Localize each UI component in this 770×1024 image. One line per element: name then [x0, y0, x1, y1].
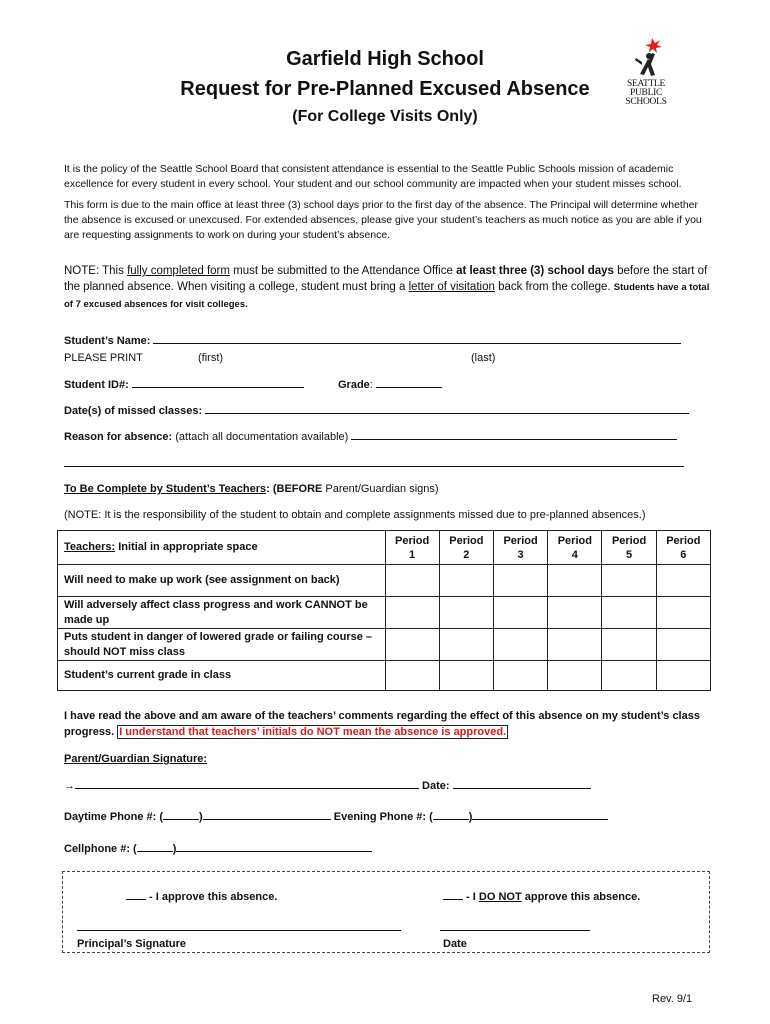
student-name-field[interactable]	[153, 333, 681, 344]
teachers-column-header	[58, 531, 386, 565]
teachers-heading-colon: : (	[266, 483, 277, 495]
note-bold: at least three (3) school days	[456, 265, 614, 277]
parent-signature-row	[64, 778, 591, 793]
due-paragraph: This form is due to the main office at least three (3) school days prior to the first day of the absence. The Principal will determine whether the absence is excused or unexcused. For extended absences, please give your student’s teachers as much notice as you are able if you are requesting assignments to work on during your student’s absence.	[64, 199, 702, 241]
initial-cell[interactable]	[385, 629, 439, 661]
table-row	[58, 597, 711, 629]
daytime-phone-field[interactable]	[203, 809, 331, 820]
initial-cell[interactable]	[439, 661, 493, 691]
deny-label: - I	[463, 891, 479, 903]
missed-dates-label: Date(s) of missed classes:	[64, 405, 206, 417]
period-number: 2	[463, 548, 470, 561]
approve-checkline[interactable]	[126, 889, 146, 900]
period-number: 5	[625, 548, 633, 561]
student-id-field[interactable]	[132, 377, 304, 388]
daytime-phone-label: Daytime Phone #: (	[64, 811, 164, 823]
reason-row	[64, 429, 677, 444]
table-header-row	[58, 531, 711, 565]
reason-field-continued[interactable]	[64, 455, 684, 467]
evening-phone-label: Evening Phone #: (	[330, 811, 433, 823]
approve-label: - I approve this absence.	[146, 891, 278, 903]
note-text: NOTE: This	[64, 265, 128, 277]
initial-cell[interactable]	[602, 565, 656, 597]
school-title: Garfield High School	[286, 48, 484, 70]
principal-date-label: Date	[443, 938, 467, 950]
period-4-header	[548, 531, 602, 565]
period-word: Period	[449, 534, 484, 547]
logo-text-line: SEATTLE	[626, 79, 665, 89]
row-label: Student’s current grade in class	[58, 661, 386, 691]
form-title: Request for Pre-Planned Excused Absence	[180, 78, 590, 100]
initial-instruction: Initial in appropriate space	[115, 541, 258, 553]
cellphone-field[interactable]	[176, 841, 372, 852]
logo-text-line: PUBLIC	[630, 88, 662, 98]
student-name-row	[64, 333, 681, 348]
logo-text-line: SCHOOLS	[625, 97, 667, 107]
period-word: Period	[557, 534, 592, 547]
note-underline: letter of visitation	[408, 281, 495, 293]
period-number: 1	[409, 548, 416, 561]
missed-dates-field[interactable]	[205, 403, 689, 414]
paren-close: )	[199, 811, 203, 823]
initial-cell[interactable]	[548, 629, 602, 661]
period-word: Period	[611, 534, 647, 547]
form-subtitle: (For College Visits Only)	[292, 108, 478, 125]
deny-emphasis: DO NOT	[478, 891, 522, 903]
initial-cell[interactable]	[385, 597, 439, 629]
reason-field[interactable]	[351, 429, 677, 440]
approve-row	[126, 889, 277, 904]
student-id-label: Student ID#:	[64, 379, 132, 391]
note-paragraph	[64, 263, 714, 313]
parent-signature-heading	[64, 752, 207, 766]
parent-date-label: Date:	[419, 780, 453, 792]
phone-row	[64, 809, 608, 824]
reason-label: Reason for absence:	[64, 431, 173, 443]
initial-cell[interactable]	[385, 565, 439, 597]
initial-cell[interactable]	[493, 597, 547, 629]
note-text: must be submitted to the Attendance Office	[229, 265, 457, 277]
table-row	[58, 661, 711, 691]
initial-cell[interactable]	[493, 565, 547, 597]
note-text: before the start of the planned absence. When visiting a college, student must bring a	[64, 265, 708, 293]
evening-phone-field[interactable]	[472, 809, 608, 820]
evening-area-code-field[interactable]	[433, 809, 469, 820]
initial-cell[interactable]	[493, 661, 547, 691]
last-name-hint: (last)	[471, 352, 496, 364]
note-text: back from the college.	[494, 281, 614, 293]
teachers-label: Teachers:	[64, 541, 116, 553]
arrow-icon: →	[64, 780, 75, 792]
period-6-header	[656, 531, 710, 565]
initial-cell[interactable]	[385, 661, 439, 691]
grade-colon: :	[369, 379, 376, 391]
principal-signature-label: Principal’s Signature	[77, 938, 187, 950]
deny-label-tail: approve this absence.	[521, 891, 641, 903]
period-number: 6	[680, 548, 687, 561]
principal-date-field[interactable]	[440, 919, 590, 931]
initial-cell[interactable]	[548, 661, 602, 691]
initial-cell[interactable]	[656, 629, 710, 661]
period-word: Period	[503, 534, 538, 547]
period-2-header	[439, 531, 493, 565]
period-number: 3	[517, 548, 524, 561]
reason-hint: (attach all documentation available)	[172, 431, 352, 443]
cellphone-label: Cellphone #: (	[64, 843, 137, 855]
period-3-header	[493, 531, 547, 565]
initial-cell[interactable]	[656, 565, 710, 597]
student-id-row	[64, 377, 304, 392]
paren-close: )	[468, 811, 473, 823]
parent-acknowledgement	[64, 708, 714, 740]
please-print-label: PLEASE PRINT	[64, 352, 143, 364]
revision-label: Rev. 9/1	[652, 993, 693, 1005]
row-label: Will adversely affect class progress and work CANNOT be made up	[58, 597, 386, 629]
row-label: Will need to make up work (see assignment on back)	[58, 565, 386, 597]
grade-row	[338, 377, 442, 392]
deny-checkline[interactable]	[443, 889, 463, 900]
seattle-public-schools-logo	[622, 34, 670, 114]
initial-cell[interactable]	[602, 661, 656, 691]
initial-cell[interactable]	[548, 597, 602, 629]
parent-date-field[interactable]	[453, 778, 591, 789]
initial-cell[interactable]	[656, 597, 710, 629]
grade-field[interactable]	[376, 377, 442, 388]
parent-signature-label: Parent/Guardian Signature:	[64, 753, 208, 765]
student-name-label: Student’s Name:	[64, 335, 154, 347]
period-word: Period	[395, 534, 430, 547]
approval-disclaimer: I understand that teachers’ initials do NOT mean the absence is approved.	[119, 726, 507, 738]
first-name-hint: (first)	[198, 352, 224, 364]
initial-cell[interactable]	[656, 661, 710, 691]
paren-close: )	[172, 843, 177, 855]
row-label: Puts student in danger of lowered grade or failing course – should NOT miss class	[58, 629, 386, 661]
principal-signature-field[interactable]	[77, 919, 401, 931]
period-number: 4	[571, 548, 578, 561]
teacher-initials-table	[57, 530, 711, 691]
teachers-heading	[64, 482, 439, 496]
period-word: Period	[666, 534, 701, 547]
initial-cell[interactable]	[602, 629, 656, 661]
initial-cell[interactable]	[493, 629, 547, 661]
deny-row	[443, 889, 640, 904]
parent-signature-field[interactable]	[75, 778, 419, 789]
initial-cell[interactable]	[439, 629, 493, 661]
table-row	[58, 565, 711, 597]
teachers-heading-text: To Be Complete by Student’s Teachers	[64, 483, 267, 495]
daytime-area-code-field[interactable]	[163, 809, 199, 820]
initial-cell[interactable]	[439, 565, 493, 597]
acknowledgement-text: I have read the above and am aware of the teachers’ comments regarding the effect of this absence on my student’s class progress.	[64, 710, 700, 738]
period-1-header	[385, 531, 439, 565]
grade-label: Grade	[338, 379, 370, 391]
missed-dates-row	[64, 403, 689, 418]
initial-cell[interactable]	[439, 597, 493, 629]
initial-cell[interactable]	[548, 565, 602, 597]
table-row	[58, 629, 711, 661]
cell-area-code-field[interactable]	[137, 841, 173, 852]
teachers-heading-tail: Parent/Guardian signs)	[322, 483, 439, 495]
cellphone-row	[64, 841, 372, 856]
initial-cell[interactable]	[602, 597, 656, 629]
teachers-heading-before: BEFORE	[276, 483, 323, 495]
note-excused-limit: Students have a total of 7 excused absences for visit colleges.	[64, 282, 710, 310]
note-underline: fully completed form	[127, 265, 230, 277]
policy-paragraph: It is the policy of the Seattle School Board that consistent attendance is essential to the Seattle Public Schools mission of academic excellence for every student in every school. Your student and our school community are impacted when your student misses school.	[64, 163, 682, 190]
torch-figure-icon	[622, 34, 670, 80]
period-5-header	[602, 531, 656, 565]
teachers-note: (NOTE: It is the responsibility of the student to obtain and complete assignments missed due to pre-planned absences.)	[64, 509, 646, 521]
